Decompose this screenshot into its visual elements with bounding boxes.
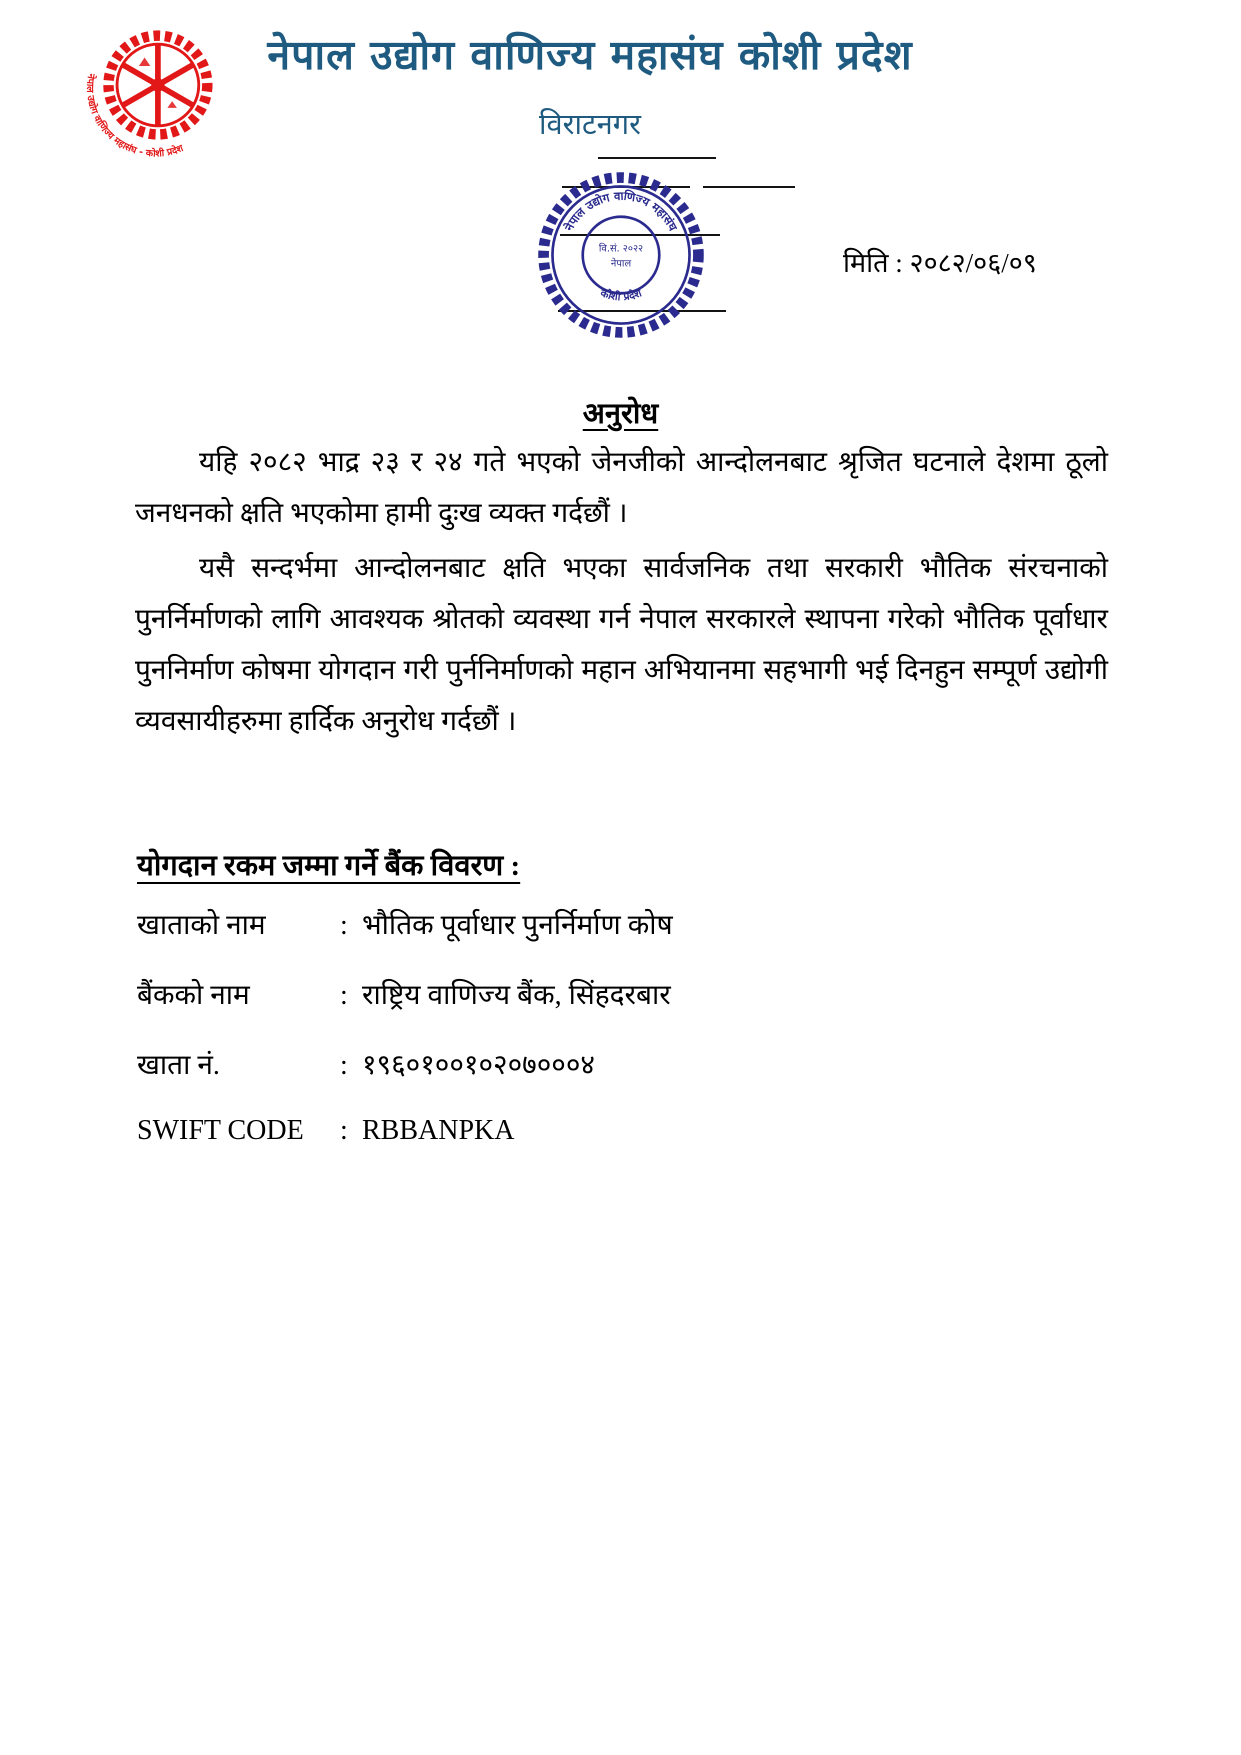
bank-row-colon: : — [340, 1115, 348, 1146]
bank-row-value: राष्ट्रिय वाणिज्य बैंक, सिंहदरबार — [362, 980, 671, 1011]
bank-row-account-name — [137, 905, 1037, 953]
ruled-line — [598, 157, 716, 159]
bank-row-label: खाता नं. — [137, 1050, 220, 1081]
bank-details-table — [137, 905, 1037, 1185]
logo-arc-text: नेपाल उद्योग वाणिज्य महासंघ - कोशी प्रदेश — [83, 72, 185, 160]
ruled-line — [703, 186, 795, 188]
bank-row-label: SWIFT CODE — [137, 1115, 304, 1146]
paragraph-1: यहि २०८२ भाद्र २३ र २४ गते भएको जेनजीको आन्दोलनबाट श्रृजित घटनाले देशमा ठूलो जनधनको क्षति भएकोमा हामी दुःख व्यक्त गर्दछौं । — [135, 447, 1108, 529]
bank-details-heading: योगदान रकम जम्मा गर्ने बैंक विवरण : — [137, 850, 521, 882]
letter-heading-text: अनुरोध — [582, 398, 659, 430]
stamp-bottom-text: कोशी प्रदेश — [598, 286, 644, 304]
stamp-seal-icon — [532, 166, 710, 344]
stamp-center-line2: नेपाल — [610, 258, 632, 270]
org-city-subtitle: विराटनगर — [539, 109, 641, 141]
bank-row-value: १९६०१००१०२०७०००४ — [362, 1050, 595, 1081]
bank-row-value: भौतिक पूर्वाधार पुनर्निर्माण कोष — [362, 910, 673, 941]
letter-heading — [0, 393, 1241, 432]
paragraph-2: यसै सन्दर्भमा आन्दोलनबाट क्षति भएका सार्वजनिक तथा सरकारी भौतिक संरचनाको पुनर्निर्माणको लागि आवश्यक श्रोतको व्यवस्था गर्न नेपाल सरकारले स्थापना गरेको भौतिक पूर्वाधार पुननिर्माण कोषमा योगदान गरी पुर्ननिर्माणको महान अभियानमा सहभागी भई दिनहुन सम्पूर्ण उद्योगी व्यवसायीहरुमा हार्दिक अनुरोध गर्दछौं । — [135, 553, 1108, 737]
bank-row-swift-code — [137, 1115, 1037, 1163]
bank-row-bank-name — [137, 975, 1037, 1023]
bank-row-account-number — [137, 1045, 1037, 1093]
bank-row-value: RBBANPKA — [362, 1115, 515, 1146]
bank-row-label: खाताको नाम — [137, 910, 266, 941]
bank-row-colon: : — [340, 1050, 348, 1081]
stamp-center-line1: वि.सं. २०२२ — [598, 243, 644, 255]
bank-row-colon: : — [340, 910, 348, 941]
date-line: मिति : २०८२/०६/०९ — [843, 248, 1037, 278]
stamp-top-text: नेपाल उद्योग वाणिज्य महासंघ — [561, 188, 681, 234]
bank-row-label: बैंकको नाम — [137, 980, 250, 1011]
org-name-title: नेपाल उद्योग वाणिज्य महासंघ कोशी प्रदेश — [267, 31, 913, 79]
svg-text:कोशी प्रदेश — [598, 286, 644, 304]
bank-row-colon: : — [340, 980, 348, 1011]
org-stamp — [532, 166, 710, 344]
